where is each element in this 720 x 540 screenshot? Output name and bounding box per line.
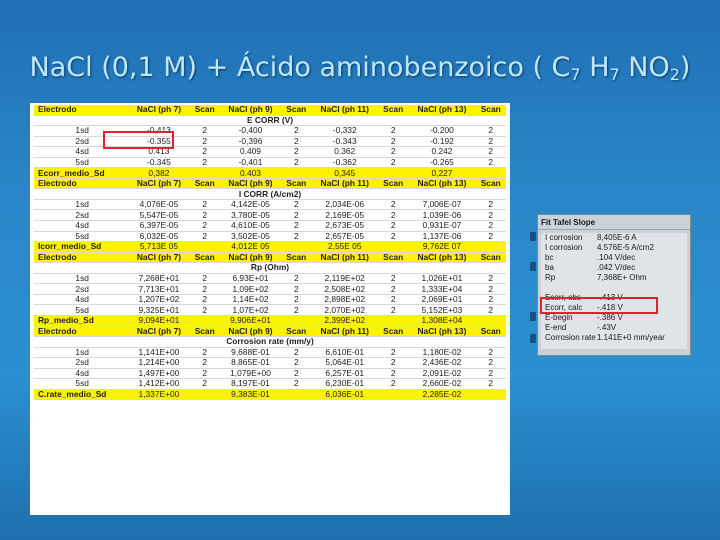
table-cell: -0.355 xyxy=(128,136,189,147)
section-title-row xyxy=(34,337,506,348)
table-cell: 9,688E-01 xyxy=(220,347,281,358)
table-cell: 4sd xyxy=(34,294,128,305)
table-cell: -0.343 xyxy=(312,136,378,147)
table-cell: 2 xyxy=(189,379,219,390)
table-cell: Scan xyxy=(281,178,311,189)
table-cell: 0.362 xyxy=(312,147,378,158)
table-cell: 2 xyxy=(281,368,311,379)
average-row xyxy=(34,389,506,400)
table-cell: -0,400 xyxy=(220,126,281,137)
table-cell: 1,497E+00 xyxy=(128,368,189,379)
panel-row xyxy=(541,333,687,343)
table-cell: Rp_medio_Sd xyxy=(34,315,128,326)
table-cell: Electrodo xyxy=(34,178,128,189)
table-row xyxy=(34,347,506,358)
table-cell: 4,012E 05 xyxy=(220,242,281,253)
table-cell: Scan xyxy=(189,326,219,337)
table-cell: 2 xyxy=(189,273,219,284)
table-cell: 8,197E-01 xyxy=(220,379,281,390)
table-cell: 2 xyxy=(281,147,311,158)
table-cell: 5,064E-01 xyxy=(312,358,378,369)
table-cell: 2 xyxy=(378,210,408,221)
average-row xyxy=(34,315,506,326)
table-cell: 2,657E-05 xyxy=(312,231,378,242)
panel-key: I corrosion xyxy=(545,233,583,242)
table-cell: Scan xyxy=(189,252,219,263)
panel-value: 1.141E+0 mm/year xyxy=(597,333,665,342)
table-cell xyxy=(475,242,506,253)
table-cell: 9,906E+01 xyxy=(220,315,281,326)
table-cell: Scan xyxy=(378,178,408,189)
table-row xyxy=(34,231,506,242)
table-cell: 2 xyxy=(281,221,311,232)
table-cell: 1,137E-06 xyxy=(408,231,475,242)
table-cell: 1,308E+04 xyxy=(408,315,475,326)
panel-row xyxy=(541,313,687,323)
table-cell: 2 xyxy=(281,231,311,242)
table-cell: 2 xyxy=(189,147,219,158)
table-cell: 2sd xyxy=(34,358,128,369)
table-cell: Electrodo xyxy=(34,105,128,115)
panel-value: 8,405E-6 A xyxy=(597,233,637,242)
table-cell xyxy=(189,168,219,179)
table-cell: -0,401 xyxy=(220,157,281,168)
table-cell: 1,412E+00 xyxy=(128,379,189,390)
table-cell: -0.200 xyxy=(408,126,475,137)
table-cell xyxy=(378,168,408,179)
table-cell: 1,079E+00 xyxy=(220,368,281,379)
table-cell: 6,230E-01 xyxy=(312,379,378,390)
table-cell: 5sd xyxy=(34,231,128,242)
table-cell: 4sd xyxy=(34,221,128,232)
table-cell: 7,006E-07 xyxy=(408,199,475,210)
table-cell: 2 xyxy=(475,284,506,295)
section-title: E CORR (V) xyxy=(34,115,506,126)
table-cell: 2 xyxy=(189,136,219,147)
table-cell: Scan xyxy=(281,105,311,115)
table-cell: 2,069E+01 xyxy=(408,294,475,305)
table-cell: Scan xyxy=(378,252,408,263)
table-cell: 2,169E-05 xyxy=(312,210,378,221)
table-cell: 2 xyxy=(281,347,311,358)
table-cell: Scan xyxy=(378,105,408,115)
table-cell: 2 xyxy=(281,358,311,369)
table-cell: 2 xyxy=(378,136,408,147)
table-cell: 2 xyxy=(475,273,506,284)
panel-value: .042 V/dec xyxy=(597,263,636,272)
table-header-row xyxy=(34,326,506,337)
table-cell xyxy=(281,389,311,400)
bullet-marker xyxy=(530,312,536,321)
section-title-row xyxy=(34,263,506,274)
table-cell: 2 xyxy=(378,199,408,210)
table-cell: Scan xyxy=(189,178,219,189)
table-cell: 1,180E-02 xyxy=(408,347,475,358)
table-cell: 2sd xyxy=(34,210,128,221)
table-cell: 5,713E 05 xyxy=(128,242,189,253)
table-cell: 2 xyxy=(189,221,219,232)
table-cell: 2 xyxy=(475,221,506,232)
table-cell: 2 xyxy=(281,126,311,137)
table-cell: Scan xyxy=(281,326,311,337)
panel-row xyxy=(541,273,687,283)
table-cell: 9,762E 07 xyxy=(408,242,475,253)
table-cell: 2 xyxy=(378,157,408,168)
panel-row xyxy=(541,233,687,243)
panel-key: E-end xyxy=(545,323,567,332)
table-cell: 5sd xyxy=(34,305,128,316)
table-cell: -0,332 xyxy=(312,126,378,137)
table-cell: NaCl (ph 11) xyxy=(312,326,378,337)
table-cell: 4,076E-05 xyxy=(128,199,189,210)
table-cell xyxy=(281,242,311,253)
panel-value: -.418 V xyxy=(597,303,623,312)
panel-key: Ecorr, obs xyxy=(545,293,582,302)
table-cell: 1,141E+00 xyxy=(128,347,189,358)
table-cell: 2 xyxy=(378,273,408,284)
table-cell: 6,93E+01 xyxy=(220,273,281,284)
table-cell: 0,345 xyxy=(312,168,378,179)
table-cell: Electrodo xyxy=(34,326,128,337)
panel-key xyxy=(541,283,597,293)
table-cell: 6,036E-01 xyxy=(312,389,378,400)
table-cell xyxy=(189,242,219,253)
panel-value: 4.576E-5 A/cm2 xyxy=(597,243,654,252)
table-cell xyxy=(189,389,219,400)
panel-value: .104 V/dec xyxy=(597,253,636,262)
table-cell: 5sd xyxy=(34,379,128,390)
table-cell: 0.403 xyxy=(220,168,281,179)
table-cell: 1sd xyxy=(34,273,128,284)
table-cell xyxy=(378,315,408,326)
table-row xyxy=(34,157,506,168)
table-row xyxy=(34,305,506,316)
table-cell: 6,397E-05 xyxy=(128,221,189,232)
table-cell: 5,547E-05 xyxy=(128,210,189,221)
table-row xyxy=(34,221,506,232)
table-cell: Scan xyxy=(475,326,506,337)
bullet-marker xyxy=(530,232,536,241)
table-cell: 2 xyxy=(475,157,506,168)
table-cell: 2 xyxy=(378,358,408,369)
highlight-ecorr-obs xyxy=(540,297,658,314)
table-cell: 2 xyxy=(475,210,506,221)
table-cell: -0.192 xyxy=(408,136,475,147)
table-cell: NaCl (ph 9) xyxy=(220,105,281,115)
table-cell: NaCl (ph 9) xyxy=(220,326,281,337)
table-cell: 5sd xyxy=(34,157,128,168)
table-cell: 6,032E-05 xyxy=(128,231,189,242)
table-cell xyxy=(281,168,311,179)
table-cell: 2,399E+02 xyxy=(312,315,378,326)
table-cell: NaCl (ph 13) xyxy=(408,252,475,263)
table-cell: NaCl (ph 7) xyxy=(128,252,189,263)
table-cell: 2 xyxy=(189,210,219,221)
table-cell: NaCl (ph 13) xyxy=(408,326,475,337)
section-title-row xyxy=(34,189,506,200)
results-table-panel xyxy=(30,103,510,515)
tafel-fit-panel xyxy=(537,214,691,356)
section-title: Rp (Ohm) xyxy=(34,263,506,274)
table-cell: 2 xyxy=(475,199,506,210)
table-cell: 2 xyxy=(378,347,408,358)
panel-key: Rp xyxy=(545,273,556,282)
table-cell: 2 xyxy=(189,231,219,242)
table-cell: 2 xyxy=(475,126,506,137)
table-cell: 7,713E+01 xyxy=(128,284,189,295)
table-cell: 3,502E-05 xyxy=(220,231,281,242)
table-cell: 0,382 xyxy=(128,168,189,179)
table-cell: 4,610E-05 xyxy=(220,221,281,232)
table-cell: 5,152E+03 xyxy=(408,305,475,316)
panel-row xyxy=(541,283,687,293)
table-row xyxy=(34,358,506,369)
table-cell: 1,207E+02 xyxy=(128,294,189,305)
table-cell: 1sd xyxy=(34,347,128,358)
table-cell: Icorr_medio_Sd xyxy=(34,242,128,253)
table-cell: 2,119E+02 xyxy=(312,273,378,284)
table-cell: 2 xyxy=(189,126,219,137)
panel-key: bc xyxy=(545,253,554,262)
table-cell: 1,026E+01 xyxy=(408,273,475,284)
table-cell: 1,333E+04 xyxy=(408,284,475,295)
table-row xyxy=(34,368,506,379)
table-cell xyxy=(378,242,408,253)
panel-row xyxy=(541,243,687,253)
table-cell: 2 xyxy=(475,136,506,147)
table-cell xyxy=(378,389,408,400)
table-cell: 4,142E-05 xyxy=(220,199,281,210)
table-cell: 2 xyxy=(378,147,408,158)
results-table xyxy=(34,105,506,400)
panel-key: I corrosion xyxy=(545,243,583,252)
table-cell: 2,898E+02 xyxy=(312,294,378,305)
table-cell: NaCl (ph 9) xyxy=(220,178,281,189)
panel-value xyxy=(597,283,687,293)
table-cell: 9,325E+01 xyxy=(128,305,189,316)
table-cell: 2 xyxy=(281,136,311,147)
section-title: I CORR (A/cm2) xyxy=(34,189,506,200)
table-cell: 2 xyxy=(281,273,311,284)
table-cell: 2 xyxy=(189,305,219,316)
table-cell: 2 xyxy=(189,284,219,295)
table-cell: Scan xyxy=(475,252,506,263)
table-cell: Electrodo xyxy=(34,252,128,263)
table-cell: 2sd xyxy=(34,284,128,295)
table-cell: 2sd xyxy=(34,136,128,147)
table-cell: 2 xyxy=(189,157,219,168)
table-cell: 0,227 xyxy=(408,168,475,179)
table-cell: 2 xyxy=(378,126,408,137)
table-cell: 9,094E+01 xyxy=(128,315,189,326)
table-cell: 2 xyxy=(475,368,506,379)
table-cell: 1sd xyxy=(34,199,128,210)
table-header-row xyxy=(34,252,506,263)
table-cell: NaCl (ph 11) xyxy=(312,105,378,115)
table-cell: 2 xyxy=(475,294,506,305)
table-cell: 2 xyxy=(378,284,408,295)
table-cell: 1,337E+00 xyxy=(128,389,189,400)
table-cell: 2,091E-02 xyxy=(408,368,475,379)
table-cell: 1,14E+02 xyxy=(220,294,281,305)
table-cell: -0.345 xyxy=(128,157,189,168)
table-row xyxy=(34,284,506,295)
table-cell: 2 xyxy=(378,221,408,232)
table-header-row xyxy=(34,178,506,189)
table-cell: NaCl (ph 11) xyxy=(312,252,378,263)
table-cell: 2 xyxy=(189,358,219,369)
table-cell: 2 xyxy=(475,231,506,242)
table-cell: 2 xyxy=(378,294,408,305)
table-cell xyxy=(475,315,506,326)
table-cell: NaCl (ph 11) xyxy=(312,178,378,189)
table-cell: 2 xyxy=(189,368,219,379)
panel-row xyxy=(541,253,687,263)
table-cell: 0.413 xyxy=(128,147,189,158)
table-cell xyxy=(189,315,219,326)
table-cell: NaCl (ph 9) xyxy=(220,252,281,263)
table-cell xyxy=(281,315,311,326)
table-cell: -0,396 xyxy=(220,136,281,147)
table-cell: 2 xyxy=(475,358,506,369)
panel-key: Corrosion rate xyxy=(545,333,596,342)
table-cell: 2 xyxy=(281,379,311,390)
table-cell: 2 xyxy=(281,305,311,316)
table-cell: 1,07E+02 xyxy=(220,305,281,316)
table-cell: Ecorr_medio_Sd xyxy=(34,168,128,179)
table-cell: Scan xyxy=(475,178,506,189)
table-cell: NaCl (ph 7) xyxy=(128,178,189,189)
table-cell: 4sd xyxy=(34,147,128,158)
table-cell: 2 xyxy=(378,231,408,242)
table-cell: 2 xyxy=(189,347,219,358)
table-cell xyxy=(475,168,506,179)
table-cell: 6,257E-01 xyxy=(312,368,378,379)
table-cell: -0,413 xyxy=(128,126,189,137)
table-cell: 2,673E-05 xyxy=(312,221,378,232)
table-cell: 2 xyxy=(378,305,408,316)
panel-row xyxy=(541,263,687,273)
table-cell: C.rate_medio_Sd xyxy=(34,389,128,400)
section-title-row xyxy=(34,115,506,126)
table-cell: 2 xyxy=(475,347,506,358)
panel-key: ba xyxy=(545,263,554,272)
table-cell: 2,55E 05 xyxy=(312,242,378,253)
table-cell: 2,070E+02 xyxy=(312,305,378,316)
table-cell: 2,285E-02 xyxy=(408,389,475,400)
table-cell: 2 xyxy=(189,294,219,305)
table-cell: 1,039E-06 xyxy=(408,210,475,221)
table-cell: 2 xyxy=(281,199,311,210)
bullet-marker xyxy=(530,262,536,271)
table-row xyxy=(34,273,506,284)
panel-value: -.43V xyxy=(597,323,617,332)
table-cell: 7,268E+01 xyxy=(128,273,189,284)
average-row xyxy=(34,168,506,179)
table-cell: 2,660E-02 xyxy=(408,379,475,390)
table-cell: Scan xyxy=(281,252,311,263)
table-cell: 1,09E+02 xyxy=(220,284,281,295)
panel-key: E-begin xyxy=(545,313,573,322)
table-cell: Scan xyxy=(475,105,506,115)
table-row xyxy=(34,294,506,305)
panel-title: Fit Tafel Slope xyxy=(538,215,690,230)
table-cell: 2,034E-06 xyxy=(312,199,378,210)
panel-value: 7,368E+ Ohm xyxy=(597,273,647,282)
table-cell: Scan xyxy=(189,105,219,115)
table-cell: -0.362 xyxy=(312,157,378,168)
table-cell: 0,931E-07 xyxy=(408,221,475,232)
table-cell: 9,383E-01 xyxy=(220,389,281,400)
table-cell: 1sd xyxy=(34,126,128,137)
table-cell: 2 xyxy=(281,284,311,295)
table-cell: 2 xyxy=(475,147,506,158)
table-cell: NaCl (ph 7) xyxy=(128,326,189,337)
table-cell: 2 xyxy=(281,157,311,168)
table-cell xyxy=(475,389,506,400)
table-cell: NaCl (ph 13) xyxy=(408,178,475,189)
table-cell: 6,610E-01 xyxy=(312,347,378,358)
panel-body xyxy=(541,233,687,349)
table-cell: 2 xyxy=(281,294,311,305)
table-cell: 3,780E-05 xyxy=(220,210,281,221)
table-cell: NaCl (ph 13) xyxy=(408,105,475,115)
table-cell: 2 xyxy=(475,305,506,316)
table-header-row xyxy=(34,105,506,115)
table-cell: NaCl (ph 7) xyxy=(128,105,189,115)
table-cell: -0.265 xyxy=(408,157,475,168)
panel-value: -.386 V xyxy=(597,313,623,322)
table-cell: 4sd xyxy=(34,368,128,379)
table-cell: 2 xyxy=(378,379,408,390)
panel-value: -.413 V xyxy=(597,293,623,302)
table-cell: 2 xyxy=(475,379,506,390)
slide-title: NaCl (0,1 M) + Ácido aminobenzoico ( $C_7$ $H_7$ $NO_2$) xyxy=(29,52,691,84)
table-cell: 0.242 xyxy=(408,147,475,158)
bullet-marker xyxy=(530,334,536,343)
panel-key: Ecorr, calc xyxy=(545,303,583,312)
table-cell: 2,436E-02 xyxy=(408,358,475,369)
table-cell: 0.409 xyxy=(220,147,281,158)
table-cell: 2 xyxy=(189,199,219,210)
table-cell: Scan xyxy=(378,326,408,337)
section-title: Corrosion rate (mm/y) xyxy=(34,337,506,348)
table-cell: 2,508E+02 xyxy=(312,284,378,295)
table-cell: 8,865E-01 xyxy=(220,358,281,369)
table-row xyxy=(34,199,506,210)
table-row xyxy=(34,210,506,221)
table-cell: 1,214E+00 xyxy=(128,358,189,369)
average-row xyxy=(34,242,506,253)
table-row xyxy=(34,379,506,390)
highlight-ecorr-1sd xyxy=(103,131,174,149)
panel-row xyxy=(541,323,687,333)
table-cell: 2 xyxy=(281,210,311,221)
table-cell: 2 xyxy=(378,368,408,379)
